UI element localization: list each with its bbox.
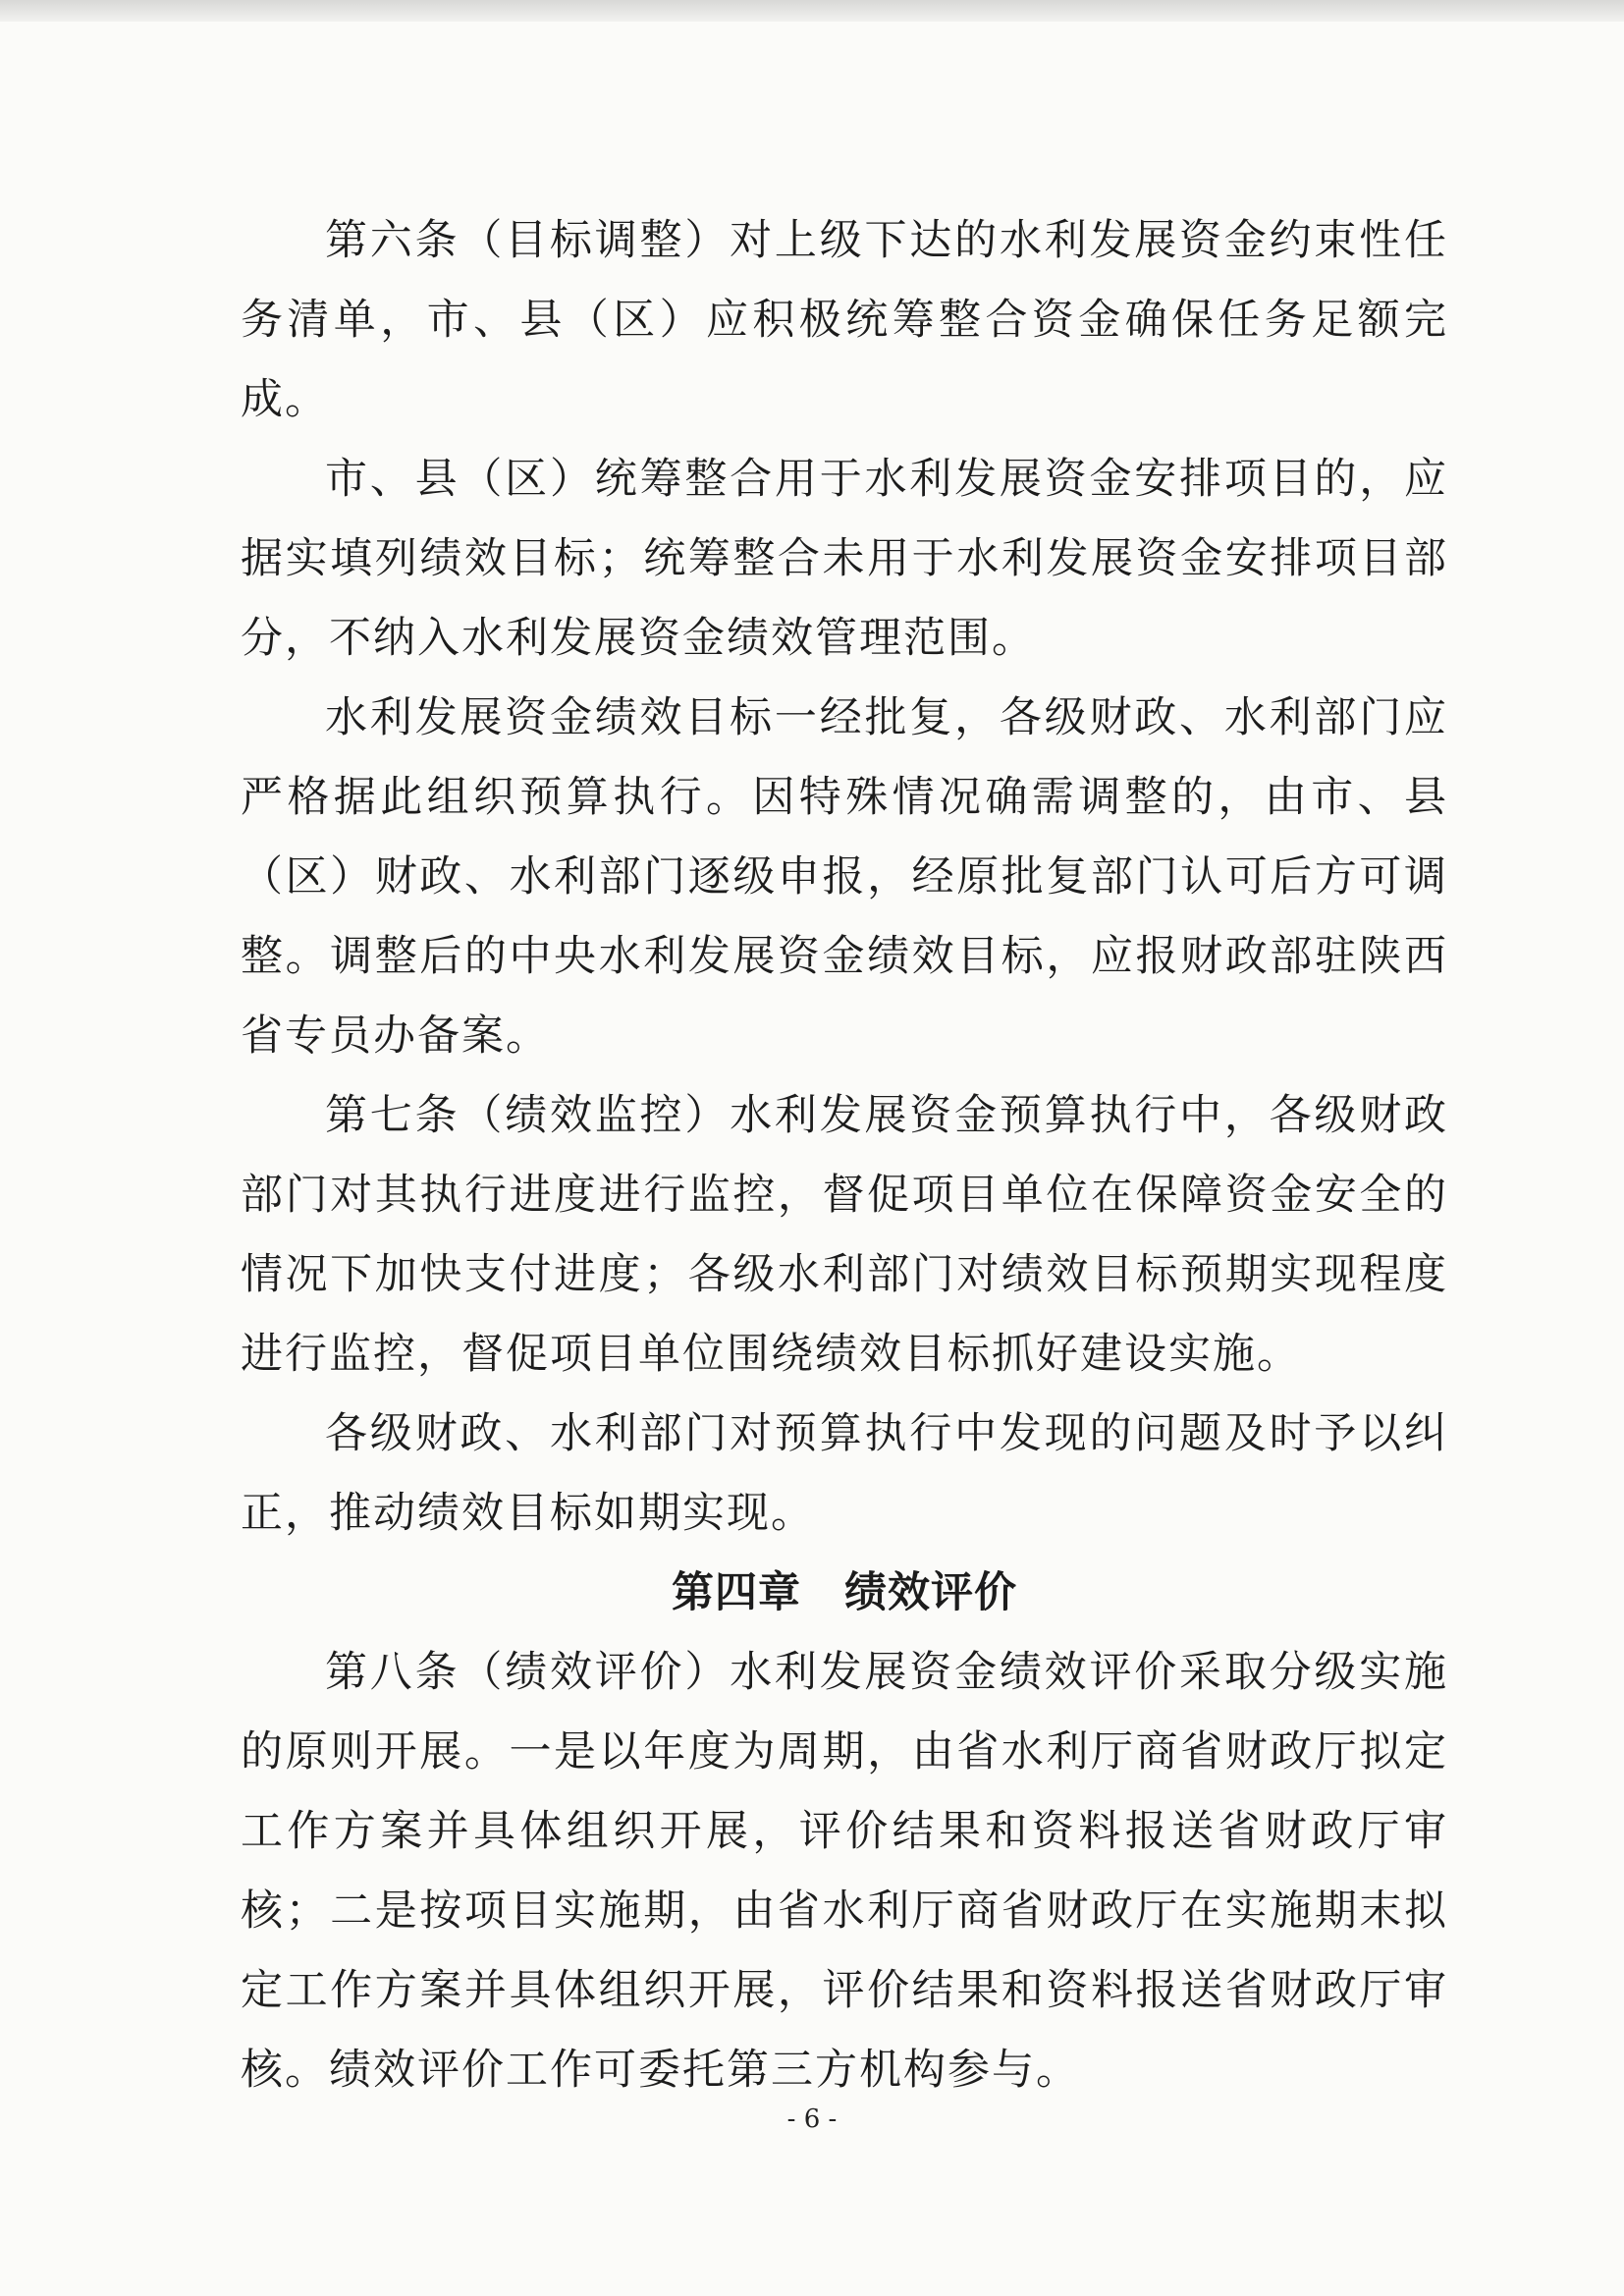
chapter-heading: 第四章 绩效评价: [672, 1568, 1017, 1617]
paragraph-integration: 市、县（区）统筹整合用于水利发展资金安排项目的，应据实填列绩效目标；统筹整合未用于水利发展资金安排项目部分，不纳入水利发展资金绩效管理范围。: [241, 455, 1448, 663]
scan-edge: [0, 0, 1624, 22]
paragraph-target-approval: 水利发展资金绩效目标一经批复，各级财政、水利部门应严格据此组织预算执行。因特殊情况确需调整的，由市、县（区）财政、水利部门逐级申报，经原批复部门认可后方可调整。调整后的中央水利发展资金绩效目标，应报财政部驻陕西省专员办备案。: [241, 693, 1448, 1061]
document-body: [241, 201, 1448, 2110]
paragraph-article-6: 第六条（目标调整）对上级下达的水利发展资金约束性任务清单，市、县（区）应积极统筹整合资金确保任务足额完成。: [241, 216, 1448, 424]
paragraph-correction: 各级财政、水利部门对预算执行中发现的问题及时予以纠正，推动绩效目标如期实现。: [241, 1409, 1448, 1538]
paragraph-article-7: 第七条（绩效监控）水利发展资金预算执行中，各级财政部门对其执行进度进行监控，督促项目单位在保障资金安全的情况下加快支付进度；各级水利部门对绩效目标预期实现程度进行监控，督促项目单位围绕绩效目标抓好建设实施。: [241, 1091, 1448, 1379]
paragraph-article-8: 第八条（绩效评价）水利发展资金绩效评价采取分级实施的原则开展。一是以年度为周期，由省水利厅商省财政厅拟定工作方案并具体组织开展，评价结果和资料报送省财政厅审核；二是按项目实施期，由省水利厅商省财政厅在实施期末拟定工作方案并具体组织开展，评价结果和资料报送省财政厅审核。绩效评价工作可委托第三方机构参与。: [241, 1648, 1448, 2095]
page-number: - 6 -: [786, 2105, 838, 2134]
